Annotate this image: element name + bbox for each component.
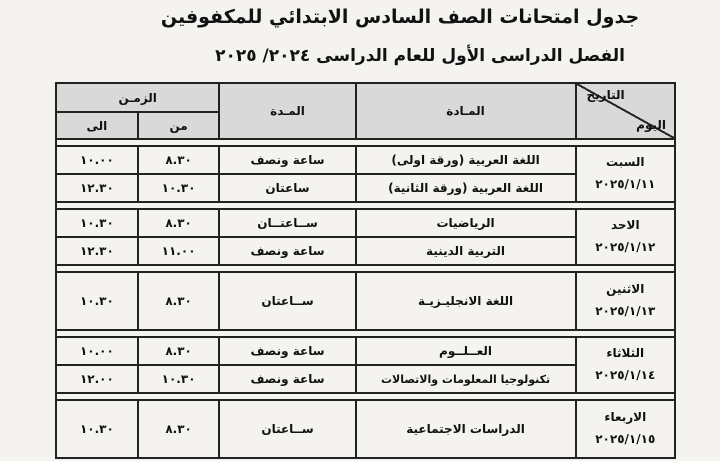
day-cell: [576, 400, 675, 458]
day-name: الاثنين: [606, 282, 645, 297]
day-name: السبت: [606, 155, 645, 170]
from-cell: ٨.٣٠: [138, 272, 220, 330]
to-cell: ١٢.٣٠: [56, 174, 138, 202]
from-cell: ١١.٠٠: [138, 237, 220, 265]
duration-cell: ساعة ونصف: [219, 337, 355, 365]
day-cell: [576, 146, 675, 202]
date-header-label: التاريخ: [586, 88, 625, 102]
duration-cell: ســاعتان: [219, 272, 355, 330]
subject-cell: العــلــوم: [356, 337, 576, 365]
day-date: ٢٠٢٥/١/١٢: [595, 240, 656, 254]
duration-cell: ساعة ونصف: [219, 365, 355, 393]
page-subtitle: الفصل الدراسى الأول للعام الدراسى ٢٠٢٤/ ٢٠٢٥: [215, 46, 625, 66]
from-cell: ٨.٣٠: [138, 400, 220, 458]
day-header-label: اليوم: [636, 118, 666, 132]
row-gap: [56, 330, 675, 337]
row-gap: [56, 139, 675, 146]
day-date: ٢٠٢٥/١/١٥: [595, 432, 656, 446]
exam-schedule-table: [55, 82, 676, 459]
subject-header: المـادة: [356, 83, 576, 139]
time-header: الزمـن: [56, 83, 219, 112]
day-name: الاحد: [610, 218, 640, 233]
from-cell: ١٠.٣٠: [138, 365, 220, 393]
row-gap: [56, 202, 675, 209]
subject-cell: الرياضيات: [356, 209, 576, 237]
day-cell: [576, 337, 675, 393]
day-name: الثلاثاء: [606, 346, 645, 361]
subject-cell: التربية الدينية: [356, 237, 576, 265]
duration-cell: ساعة ونصف: [219, 146, 355, 174]
duration-header: المـدة: [219, 83, 355, 139]
from-header: من: [138, 112, 220, 139]
subject-cell: الدراسات الاجتماعية: [356, 400, 576, 458]
subject-cell: اللغة العربية (ورقة الثانية): [356, 174, 576, 202]
duration-cell: ســاعتــان: [219, 209, 355, 237]
duration-cell: ســاعتان: [219, 400, 355, 458]
page-title: جدول امتحانات الصف السادس الابتدائي للمكفوفين: [160, 6, 640, 28]
row-gap: [56, 265, 675, 272]
day-name: الاربعاء: [604, 410, 647, 425]
duration-cell: ساعتان: [219, 174, 355, 202]
subject-cell: اللغة الانجليـزيـة: [356, 272, 576, 330]
to-cell: ١٠.٠٠: [56, 146, 138, 174]
to-header: الى: [56, 112, 138, 139]
from-cell: ٨.٣٠: [138, 209, 220, 237]
from-cell: ١٠.٣٠: [138, 174, 220, 202]
row-gap: [56, 393, 675, 400]
subject-cell: تكنولوجيا المعلومات والاتصالات: [356, 365, 576, 393]
from-cell: ٨.٣٠: [138, 146, 220, 174]
to-cell: ١٠.٣٠: [56, 209, 138, 237]
to-cell: ١٢.٠٠: [56, 365, 138, 393]
day-cell: [576, 272, 675, 330]
to-cell: ١٠.٣٠: [56, 272, 138, 330]
day-date: ٢٠٢٥/١/١٣: [595, 304, 656, 318]
to-cell: ١٠.٣٠: [56, 400, 138, 458]
date-day-header: [576, 83, 675, 139]
to-cell: ١٢.٣٠: [56, 237, 138, 265]
to-cell: ١٠.٠٠: [56, 337, 138, 365]
day-date: ٢٠٢٥/١/١١: [595, 177, 656, 191]
subject-cell: اللغة العربية (ورقة اولى): [356, 146, 576, 174]
from-cell: ٨.٣٠: [138, 337, 220, 365]
day-date: ٢٠٢٥/١/١٤: [595, 368, 656, 382]
day-cell: [576, 209, 675, 265]
duration-cell: ساعة ونصف: [219, 237, 355, 265]
